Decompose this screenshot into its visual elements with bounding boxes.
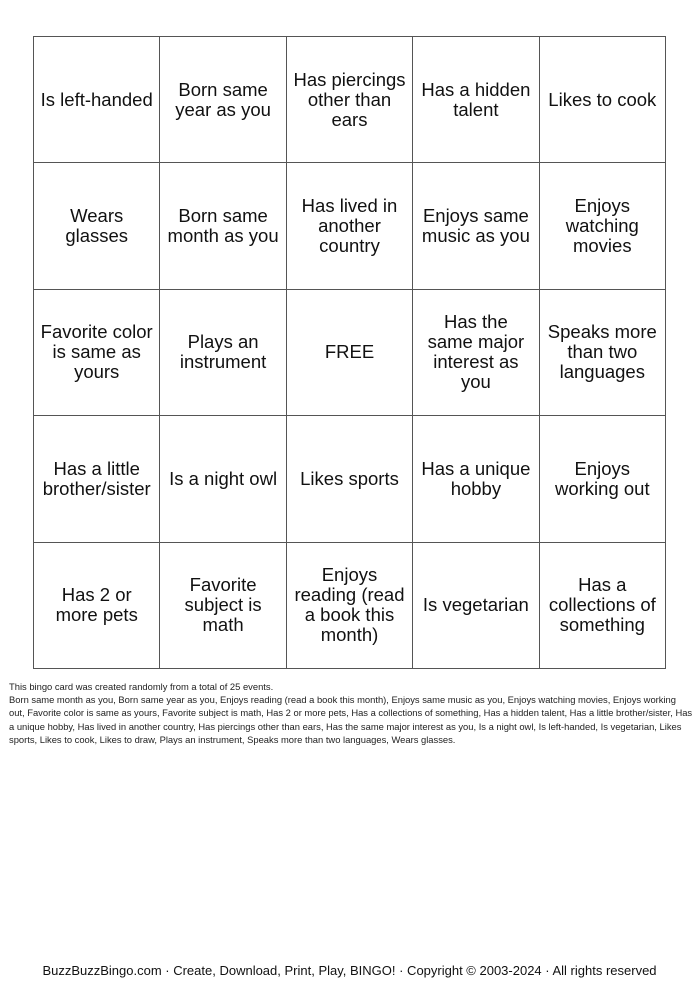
bingo-cell: Has a collections of something — [540, 543, 666, 669]
bingo-cell: Enjoys same music as you — [413, 163, 539, 289]
footer-copyright: BuzzBuzzBingo.com · Create, Download, Print, Play, BINGO! · Copyright © 2003-2024 · All rights reserved — [42, 963, 657, 978]
bingo-cell: Is a night owl — [160, 416, 286, 542]
event-list: Born same month as you, Born same year as you, Enjoys reading (read a book this month), Enjoys same music as you, Enjoys watching movies, Enjoys working out, Favorite color is same as yours, Favorite subject is math, Has 2 or more pets, Has a collections of something, Has a hidden talent, Has a little brother/sister, Has a unique hobby, Has lived in another country, Has piercings other than ears, Has the same major interest as you, Is a night owl, Is left-handed, Is vegetarian, Likes sports, Likes to cook, Likes to draw, Plays an instrument, Speaks more than two languages, Wears glasses. — [9, 694, 693, 745]
bingo-cell: Wears glasses — [34, 163, 160, 289]
bingo-card-grid — [33, 36, 666, 669]
bingo-cell: Enjoys working out — [540, 416, 666, 542]
bingo-cell: Has a little brother/sister — [34, 416, 160, 542]
card-summary: This bingo card was created randomly from a total of 25 events. — [9, 681, 274, 692]
bingo-cell: Has a hidden talent — [413, 37, 539, 163]
card-info — [9, 680, 693, 746]
bingo-cell: Born same year as you — [160, 37, 286, 163]
bingo-cell: Born same month as you — [160, 163, 286, 289]
bingo-cell: Enjoys watching movies — [540, 163, 666, 289]
bingo-cell: Plays an instrument — [160, 290, 286, 416]
bingo-cell: Has 2 or more pets — [34, 543, 160, 669]
bingo-cell: Enjoys reading (read a book this month) — [287, 543, 413, 669]
bingo-cell: Likes sports — [287, 416, 413, 542]
bingo-cell: Is left-handed — [34, 37, 160, 163]
bingo-cell: Favorite subject is math — [160, 543, 286, 669]
bingo-cell: Has a unique hobby — [413, 416, 539, 542]
bingo-cell: Is vegetarian — [413, 543, 539, 669]
bingo-cell: Speaks more than two languages — [540, 290, 666, 416]
bingo-cell: Has piercings other than ears — [287, 37, 413, 163]
bingo-cell: Has lived in another country — [287, 163, 413, 289]
bingo-cell: Likes to cook — [540, 37, 666, 163]
bingo-cell: Has the same major interest as you — [413, 290, 539, 416]
bingo-cell: Favorite color is same as yours — [34, 290, 160, 416]
bingo-free-cell: FREE — [287, 290, 413, 416]
